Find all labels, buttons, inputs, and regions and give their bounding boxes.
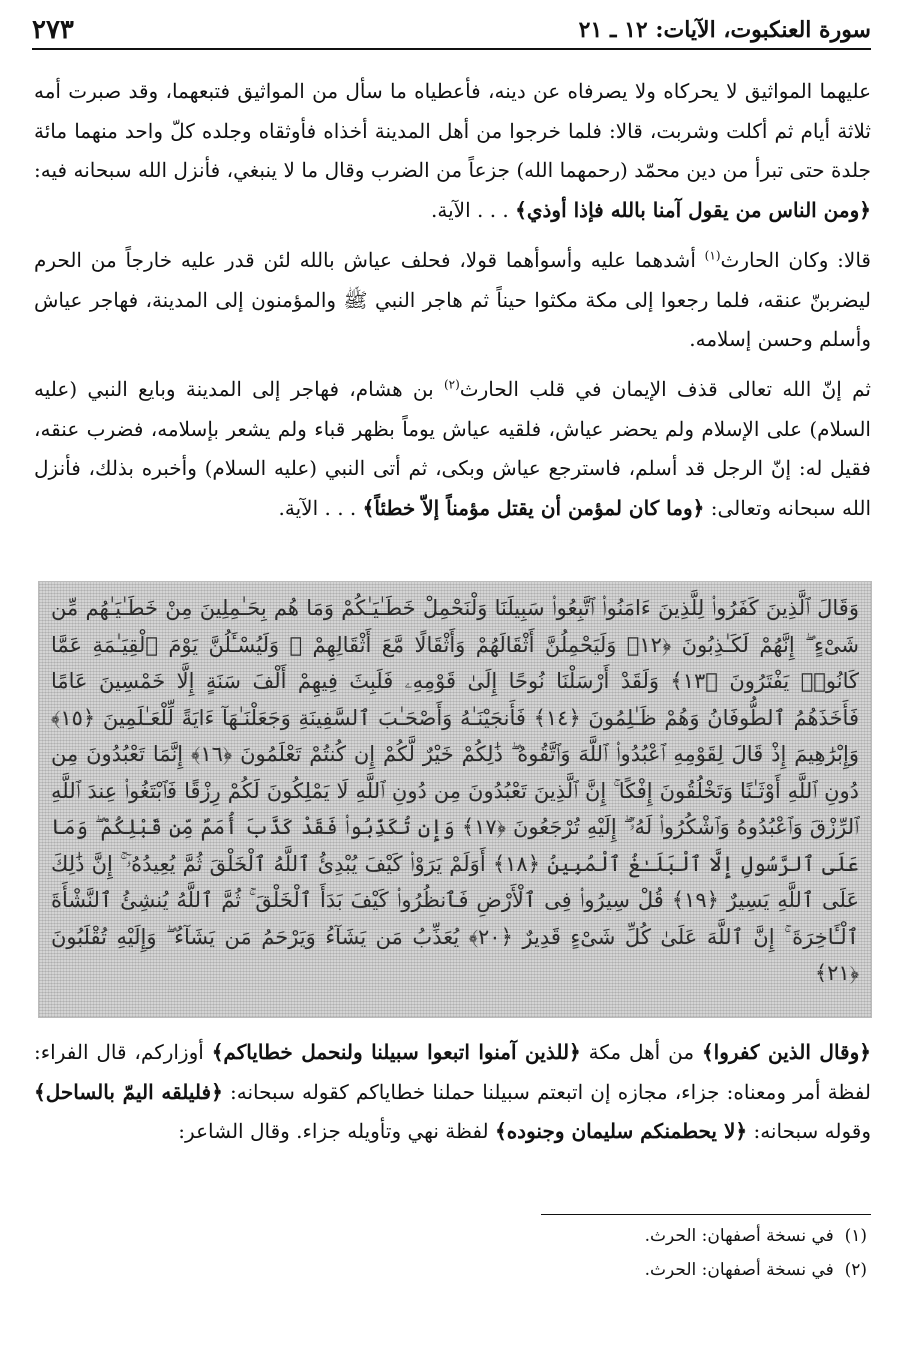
paragraph-1-end: . . . الآية. (431, 197, 509, 222)
quran-quote: ﴿وما كان لمؤمن أن يقتل مؤمناً إلاّ خطئاً﴾ (362, 495, 705, 520)
footnote-number: (٢) (844, 1260, 867, 1280)
footnote-mark-2[interactable]: (٢) (443, 377, 460, 392)
quran-quote: ﴿لا يحطمنكم سليمان وجنوده﴾ (494, 1119, 748, 1143)
footnote-divider (541, 1214, 871, 1215)
paragraph-3-end: . . . الآية. (278, 495, 357, 520)
paragraph-3 (34, 370, 871, 528)
quran-quote: ﴿للذين آمنوا اتبعوا سبيلنا ولنحمل خطاياكم﴾ (211, 1040, 581, 1064)
footnote-2 (645, 1260, 867, 1280)
paragraph-4-text-4: لفظة نهي وتأويله جزاء. وقال الشاعر: (178, 1119, 495, 1143)
paragraph-4 (34, 1033, 871, 1152)
paragraph-4-text: من أهل مكة (580, 1040, 702, 1064)
footnote-number: (١) (844, 1226, 867, 1246)
paragraph-1-text: عليهما المواثيق لا يحركاه ولا يصرفاه عن دينه، فأعطياه ما سأل من المواثيق فتبعهما، وقد صبرت أمه ثلاثة أيام ثم أكلت وشربت، قالا: فلما خرجوا من أهل المدينة أخذاه فأوثقاه وجلده كلّ واحد منهما مائة جلدة حتى تبرأ من دين محمّد (رحمهما الله) جزعاً من الضرب وقال ما لا ينبغي، فأنزل الله سبحانه فيه: (34, 79, 871, 182)
paragraph-2-text: قالا: وكان الحارث (720, 248, 871, 272)
paragraph-4-text-3: وقوله سبحانه: (747, 1119, 871, 1143)
paragraph-2-text-cont: أشدهما عليه وأسوأهما قولا، فحلف عياش بالله لئن قدر عليه خارجاً من الحرم ليضربنّ عنقه، فلما رجعوا إلى مكة مكثوا حيناً ثم هاجر النبي ﷺ والمؤمنون إلى المدينة، فهاجر عياش وأسلم وحسن إسلامه. (34, 248, 871, 351)
quran-quote: ﴿ومن الناس من يقول آمنا بالله فإذا أوذي﴾ (515, 197, 871, 222)
paragraph-1 (34, 72, 871, 230)
page-number: ٢٧٣ (32, 15, 74, 45)
quran-quote: ﴿وقال الذين كفروا﴾ (701, 1040, 871, 1064)
quran-quote: ﴿فليلقه اليمّ بالساحل﴾ (34, 1079, 223, 1104)
footnote-text: في نسخة أصفهان: الحرث. (644, 1226, 834, 1246)
paragraph-3-text: ثم إنّ الله تعالى قذف الإيمان في قلب الحارث (459, 377, 871, 401)
paragraph-4-text-2: أوزاركم، قال الفراء: لفظة أمر ومعناه: جزاء، مجازه إن اتبعتم سبيلنا حملنا خطاياكم كقوله سبحانه: (34, 1040, 871, 1104)
quran-verses-text: وَقَالَ ٱلَّذِينَ كَفَرُوا۟ لِلَّذِينَ ءَامَنُوا۟ ٱتَّبِعُوا۟ سَبِيلَنَا وَلْنَحْمِلْ خَطَـٰيَـٰكُمْ وَمَا هُم بِحَـٰمِلِينَ مِنْ خَطَـٰيَـٰهُم مِّن شَىْءٍ ۖ إِنَّهُمْ لَكَـٰذِبُونَ ﴿١٢﴾ وَلَيَحْمِلُنَّ أَثْقَالَهُمْ وَأَثْقَالًا مَّعَ أَثْقَالِهِمْ ۖ وَلَيُسْـَٔلُنَّ يَوْمَ ٱلْقِيَـٰمَةِ عَمَّا كَانُوا۟ يَفْتَرُونَ ﴿١٣﴾ وَلَقَدْ أَرْسَلْنَا نُوحًا إِلَىٰ قَوْمِهِۦ فَلَبِثَ فِيهِمْ أَلْفَ سَنَةٍ إِلَّا خَمْسِينَ عَامًا فَأَخَذَهُمُ ٱلطُّوفَانُ وَهُمْ ظَـٰلِمُونَ ﴿١٤﴾ فَأَنجَيْنَـٰهُ وَأَصْحَـٰبَ ٱلسَّفِينَةِ وَجَعَلْنَـٰهَآ ءَايَةً لِّلْعَـٰلَمِينَ ﴿١٥﴾ وَإِبْرَٰهِيمَ إِذْ قَالَ لِقَوْمِهِ ٱعْبُدُوا۟ ٱللَّهَ وَٱتَّقُوهُ ۖ ذَٰلِكُمْ خَيْرٌ لَّكُمْ إِن كُنتُمْ تَعْلَمُونَ ﴿١٦﴾ إِنَّمَا تَعْبُدُونَ مِن دُونِ ٱللَّهِ أَوْثَـٰنًا وَتَخْلُقُونَ إِفْكًا ۚ إِنَّ ٱلَّذِينَ تَعْبُدُونَ مِن دُونِ ٱللَّهِ لَا يَمْلِكُونَ لَكُمْ رِزْقًا فَٱبْتَغُوا۟ عِندَ ٱللَّهِ ٱلرِّزْقَ وَٱعْبُدُوهُ وَٱشْكُرُوا۟ لَهُۥٓ ۖ إِلَيْهِ تُرْجَعُونَ ﴿١٧﴾ وَإِن تُكَذِّبُوا۟ فَقَدْ كَذَّبَ أُمَمٌ مِّن قَبْلِكُمْ ۖ وَمَا عَلَى ٱلرَّسُولِ إِلَّا ٱلْبَلَـٰغُ ٱلْمُبِينُ ﴿١٨﴾ أَوَلَمْ يَرَوْا۟ كَيْفَ يُبْدِئُ ٱللَّهُ ٱلْخَلْقَ ثُمَّ يُعِيدُهُۥٓ ۚ إِنَّ ذَٰلِكَ عَلَى ٱللَّهِ يَسِيرٌ ﴿١٩﴾ قُلْ سِيرُوا۟ فِى ٱلْأَرْضِ فَٱنظُرُوا۟ كَيْفَ بَدَأَ ٱلْخَلْقَ ۚ ثُمَّ ٱللَّهُ يُنشِئُ ٱلنَّشْأَةَ ٱلْـَٔاخِرَةَ ۚ إِنَّ ٱللَّهَ عَلَىٰ كُلِّ شَىْءٍ قَدِيرٌ ﴿٢٠﴾ يُعَذِّبُ مَن يَشَآءُ وَيَرْحَمُ مَن يَشَآءُ ۖ وَإِلَيْهِ تُقْلَبُونَ ﴿٢١﴾ (51, 596, 859, 985)
footnote-text: في نسخة أصفهان: الحرث. (644, 1260, 834, 1280)
paragraph-2 (34, 241, 871, 360)
header-title: سورة العنكبوت، الآيات: ١٢ ـ ٢١ (578, 17, 871, 43)
paragraph-3-text-cont: بن هشام، فهاجر إلى المدينة وبايع النبي (عليه السلام) على الإسلام ولم يحضر عياش، فلقيه عياش يوماً بظهر قباء ولم يشعر بإسلامه، فضرب عنقه، فقيل له: إنّ الرجل قد أسلم، فاسترجع عياش وبكى، ثم أتى النبي (عليه السلام) وأخبره بذلك، فأنزل الله سبحانه وتعالى: (34, 377, 871, 520)
quran-verses-box (38, 581, 872, 1018)
running-header (32, 12, 871, 50)
footnote-1 (645, 1226, 867, 1246)
footnote-mark-1[interactable]: (١) (704, 248, 721, 263)
